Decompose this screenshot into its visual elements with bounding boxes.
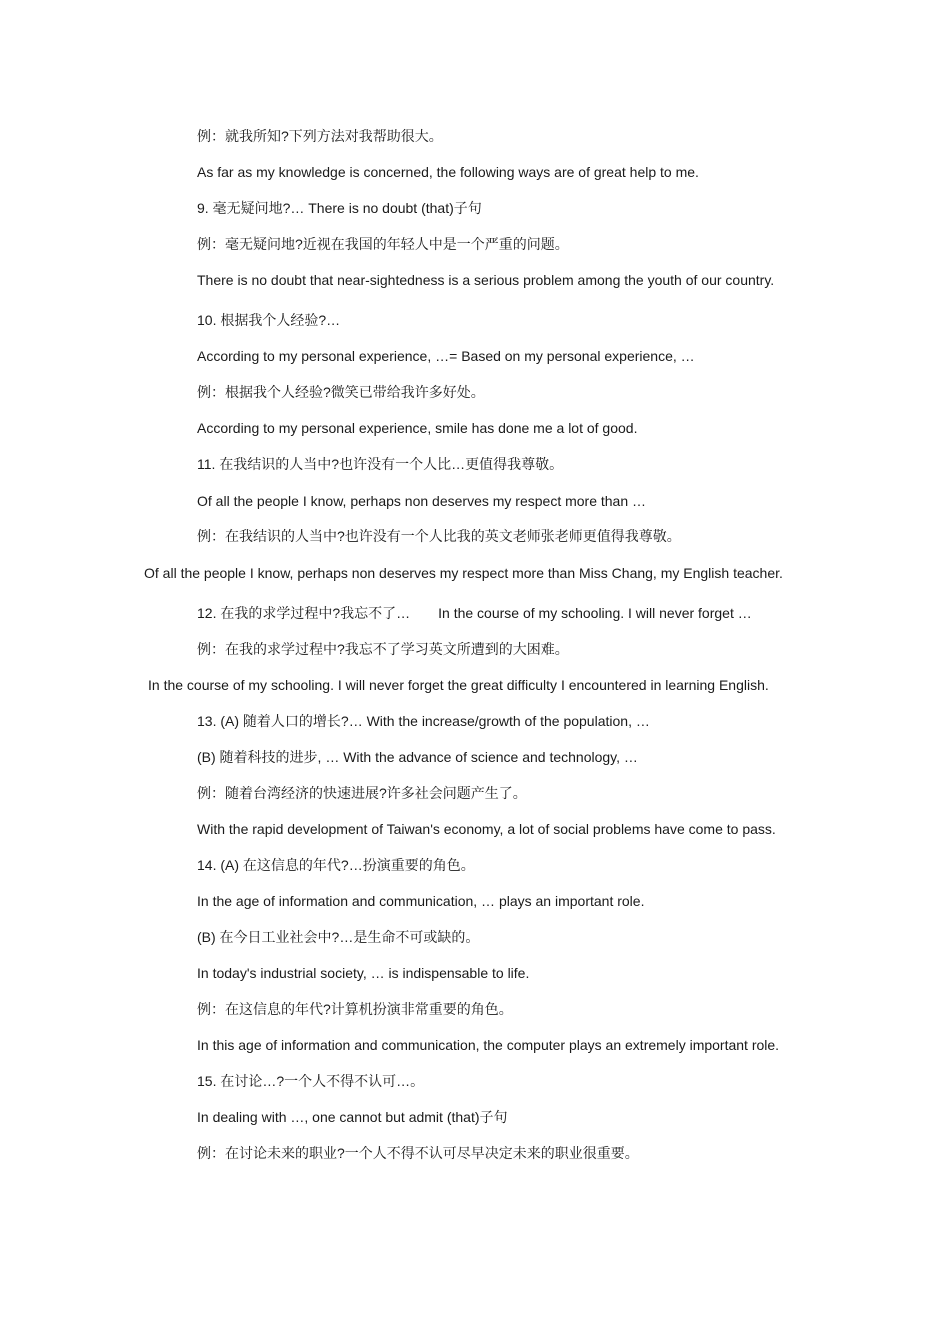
- phrase-line: (B) 随着科技的进步, … With the advance of science and technology, …: [197, 749, 638, 765]
- phrase-line: Of all the people I know, perhaps non deserves my respect more than …: [197, 493, 647, 509]
- example-line: 例：根据我个人经验?微笑已带给我许多好处。: [197, 384, 485, 400]
- phrase-line: In the course of my schooling. I will never forget …: [438, 605, 752, 621]
- example-line: 例：在我结识的人当中?也许没有一个人比我的英文老师张老师更值得我尊敬。: [197, 528, 681, 544]
- item-heading-row: [197, 604, 752, 622]
- translation-line: With the rapid development of Taiwan's economy, a lot of social problems have come to pass.: [197, 821, 776, 837]
- phrase-line: (B) 在今日工业社会中?…是生命不可或缺的。: [197, 929, 480, 945]
- example-line: 例：在讨论未来的职业?一个人不得不认可尽早决定未来的职业很重要。: [197, 1145, 639, 1161]
- example-line: 例：在这信息的年代?计算机扮演非常重要的角色。: [197, 1001, 513, 1017]
- translation-line: There is no doubt that near-sightedness is a serious problem among the youth of our country.: [197, 272, 775, 288]
- phrase-line: In today's industrial society, … is indispensable to life.: [197, 965, 530, 981]
- item-heading: 14. (A) 在这信息的年代?…扮演重要的角色。: [197, 857, 475, 873]
- example-line: 例：在我的求学过程中?我忘不了学习英文所遭到的大困难。: [197, 641, 569, 657]
- example-line: 例：随着台湾经济的快速进展?许多社会问题产生了。: [197, 785, 527, 801]
- example-line: 例：就我所知?下列方法对我帮助很大。: [197, 128, 443, 144]
- item-heading: 13. (A) 随着人口的增长?… With the increase/growth of the population, …: [197, 713, 650, 729]
- item-heading: 11. 在我结识的人当中?也许没有一个人比…更值得我尊敬。: [197, 456, 564, 472]
- example-line: 例：毫无疑问地?近视在我国的年轻人中是一个严重的问题。: [197, 236, 569, 252]
- phrase-line: In dealing with …, one cannot but admit (that)子句: [197, 1109, 508, 1125]
- phrase-line: In the age of information and communication, … plays an important role.: [197, 893, 645, 909]
- phrase-line: According to my personal experience, …= Based on my personal experience, …: [197, 348, 695, 364]
- item-heading: 15. 在讨论…?一个人不得不认可…。: [197, 1073, 425, 1089]
- translation-line: According to my personal experience, smile has done me a lot of good.: [197, 420, 638, 436]
- translation-line: As far as my knowledge is concerned, the following ways are of great help to me.: [197, 164, 699, 180]
- translation-line: In the course of my schooling. I will never forget the great difficulty I encountered in learning English.: [148, 677, 769, 693]
- translation-line: In this age of information and communication, the computer plays an extremely important role.: [197, 1037, 780, 1053]
- translation-line: Of all the people I know, perhaps non deserves my respect more than Miss Chang, my English teacher.: [144, 565, 783, 581]
- item-heading: 9. 毫无疑问地?… There is no doubt (that)子句: [197, 200, 482, 216]
- item-heading: 12. 在我的求学过程中?我忘不了…: [197, 605, 411, 621]
- item-heading: 10. 根据我个人经验?…: [197, 312, 341, 328]
